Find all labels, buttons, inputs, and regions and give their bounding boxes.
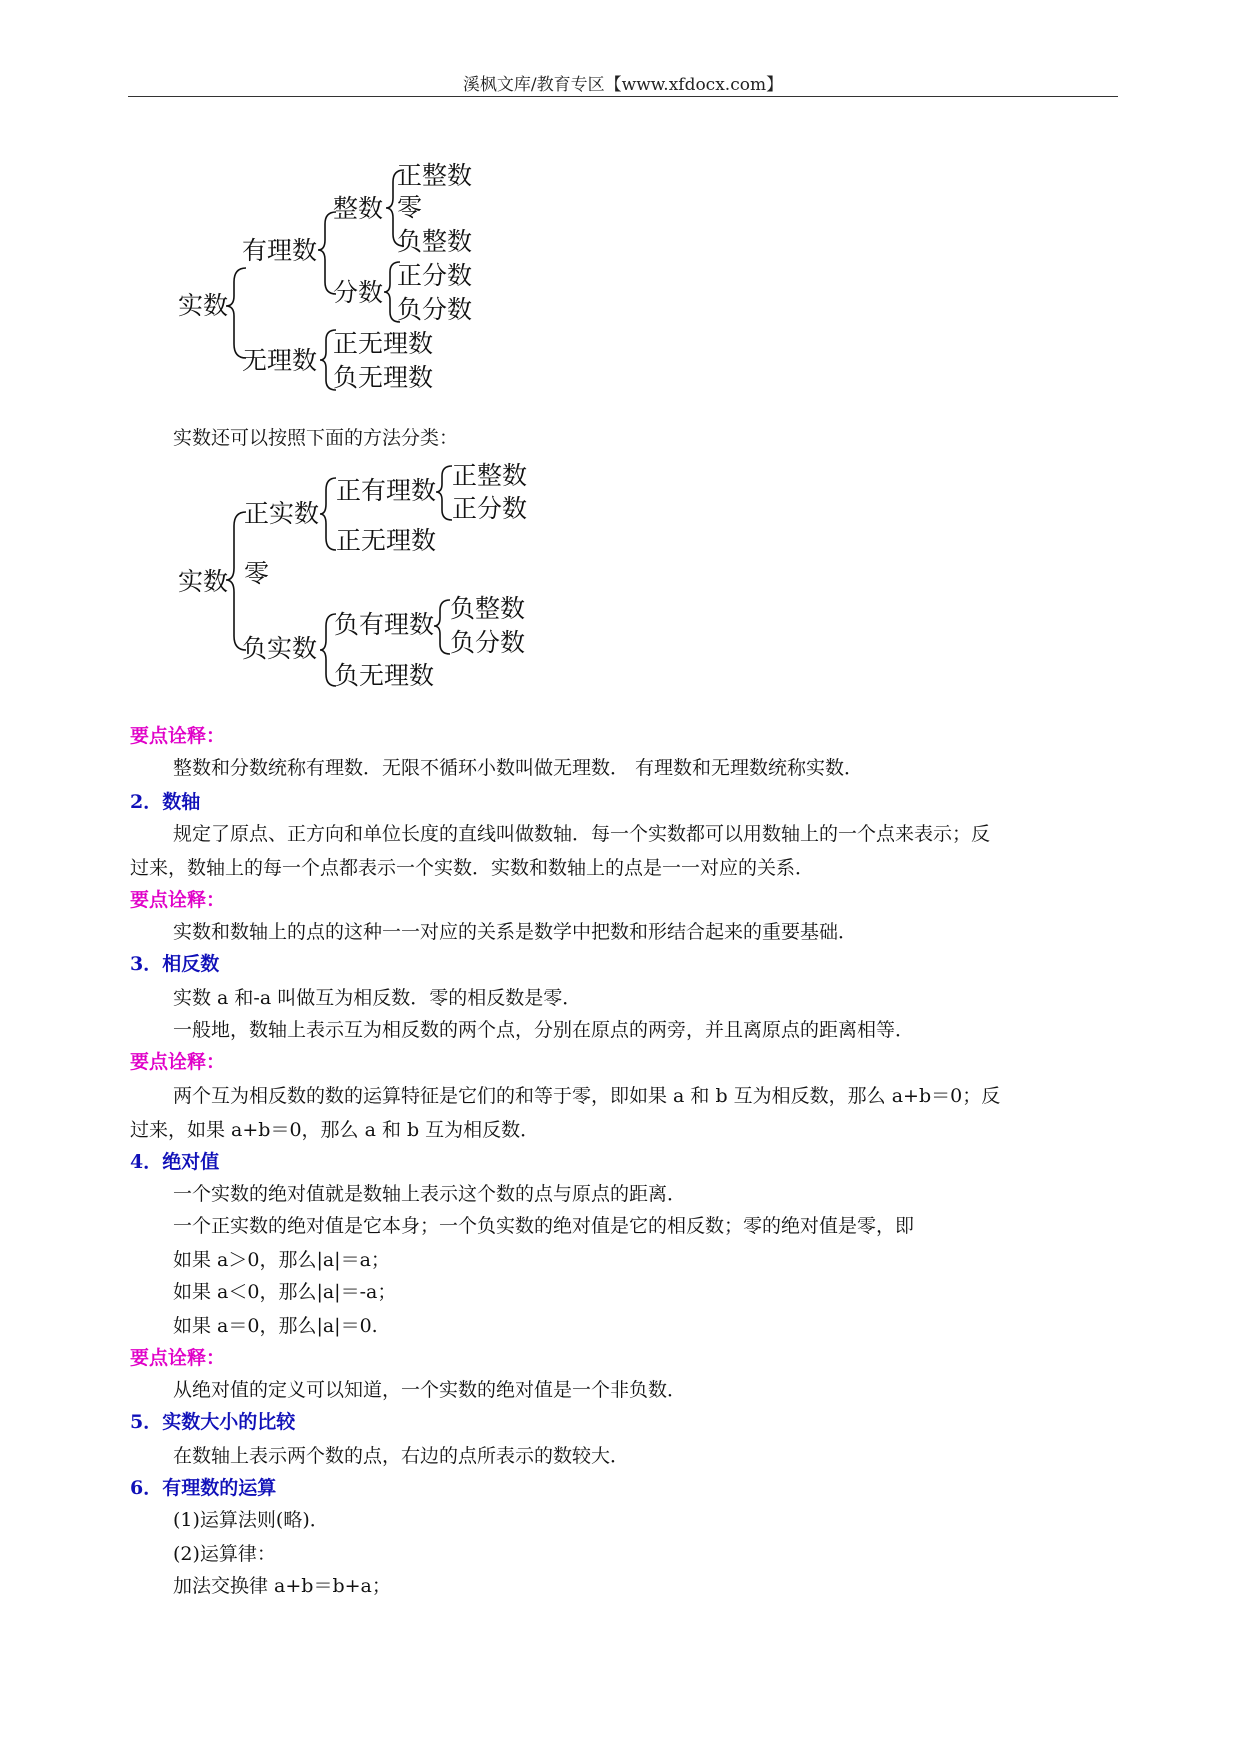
tree2-brace-pos-rat: [436, 466, 452, 520]
paragraph: 两个互为相反数的数的运算特征是它们的和等于零，即如果 a 和 b 互为相反数，那么 a+b＝0；反: [173, 1085, 1001, 1107]
tree2-root: 实数: [178, 567, 229, 596]
tree2-neg-irr: 负无理数: [334, 661, 435, 690]
intro-classification: 实数还可以按照下面的方法分类：: [173, 427, 459, 449]
tree2-brace-neg-rat: [434, 600, 450, 654]
tree2-pos-irr: 正无理数: [336, 526, 437, 555]
tree2-brace-pos-real: [320, 478, 336, 550]
tree1-root: 实数: [178, 291, 229, 320]
tree2-neg-int: 负整数: [450, 594, 526, 623]
tree2-pos-real: 正实数: [244, 499, 320, 528]
tree-1: [178, 161, 472, 392]
tree2-pos-rat: 正有理数: [336, 476, 437, 505]
formula-line: 如果 a＞0，那么|a|＝a；: [173, 1249, 390, 1271]
paragraph: (2)运算律：: [173, 1543, 276, 1565]
paragraph: (1)运算法则(略)．: [173, 1509, 329, 1531]
paragraph: 实数 a 和-a 叫做互为相反数．零的相反数是零．: [173, 987, 582, 1009]
tree2-pos-int: 正整数: [452, 461, 528, 490]
tree2-brace-root: [226, 512, 246, 650]
tree1-pos-int: 正整数: [397, 161, 473, 190]
tree1-irrational: 无理数: [242, 346, 318, 375]
paragraph: 从绝对值的定义可以知道，一个实数的绝对值是一个非负数．: [173, 1379, 687, 1401]
section-heading-number-line: 2．数轴: [130, 791, 201, 813]
paragraph: 实数和数轴上的点的这种一一对应的关系是数学中把数和形结合起来的重要基础．: [173, 921, 858, 943]
key-point-heading: 要点诠释：: [130, 889, 226, 911]
page-header: 溪枫文库/教育专区【www.xfdocx.com】: [462, 75, 784, 95]
section-heading-comparison: 5．实数大小的比较: [130, 1411, 296, 1433]
tree2-neg-frac: 负分数: [450, 628, 526, 657]
key-point-heading: 要点诠释：: [130, 725, 226, 747]
key-point-heading: 要点诠释：: [130, 1347, 226, 1369]
formula-line: 如果 a＜0，那么|a|＝-a；: [173, 1281, 397, 1303]
paragraph: 一个正实数的绝对值是它本身；一个负实数的绝对值是它的相反数；零的绝对值是零，即: [173, 1215, 915, 1237]
tree1-pos-frac: 正分数: [397, 261, 473, 290]
formula-line: 如果 a＝0，那么|a|＝0.: [173, 1315, 378, 1337]
tree1-integer: 整数: [333, 194, 384, 223]
tree-2: [178, 461, 527, 690]
section-heading-opposite-numbers: 3．相反数: [130, 953, 220, 975]
paragraph: 在数轴上表示两个数的点，右边的点所表示的数较大．: [173, 1445, 630, 1467]
tree1-zero: 零: [397, 193, 423, 222]
tree2-pos-frac: 正分数: [452, 494, 528, 523]
tree2-neg-real: 负实数: [242, 634, 318, 663]
section-heading-absolute-value: 4．绝对值: [130, 1151, 220, 1173]
tree1-neg-irr: 负无理数: [333, 363, 434, 392]
tree1-pos-irr: 正无理数: [333, 329, 434, 358]
paragraph: 整数和分数统称有理数．无限不循环小数叫做无理数． 有理数和无理数统称实数．: [173, 757, 864, 779]
tree1-rational: 有理数: [242, 236, 318, 265]
paragraph: 过来，数轴上的每一个点都表示一个实数．实数和数轴上的点是一一对应的关系．: [130, 857, 815, 879]
tree2-neg-rat: 负有理数: [334, 610, 435, 639]
tree1-brace-root: [226, 268, 246, 358]
paragraph: 规定了原点、正方向和单位长度的直线叫做数轴．每一个实数都可以用数轴上的一个点来表示；反: [173, 823, 991, 845]
formula-line: 加法交换律 a+b＝b+a；: [173, 1575, 391, 1597]
tree2-zero: 零: [244, 559, 270, 588]
paragraph: 一般地，数轴上表示互为相反数的两个点，分别在原点的两旁，并且离原点的距离相等．: [173, 1019, 915, 1041]
tree1-fraction: 分数: [333, 278, 384, 307]
key-point-heading: 要点诠释：: [130, 1051, 226, 1073]
tree1-neg-int: 负整数: [397, 227, 473, 256]
section-heading-operations: 6．有理数的运算: [130, 1477, 277, 1499]
paragraph: 过来，如果 a+b＝0，那么 a 和 b 互为相反数．: [130, 1119, 540, 1141]
paragraph: 一个实数的绝对值就是数轴上表示这个数的点与原点的距离．: [173, 1183, 687, 1205]
tree1-neg-frac: 负分数: [397, 295, 473, 324]
